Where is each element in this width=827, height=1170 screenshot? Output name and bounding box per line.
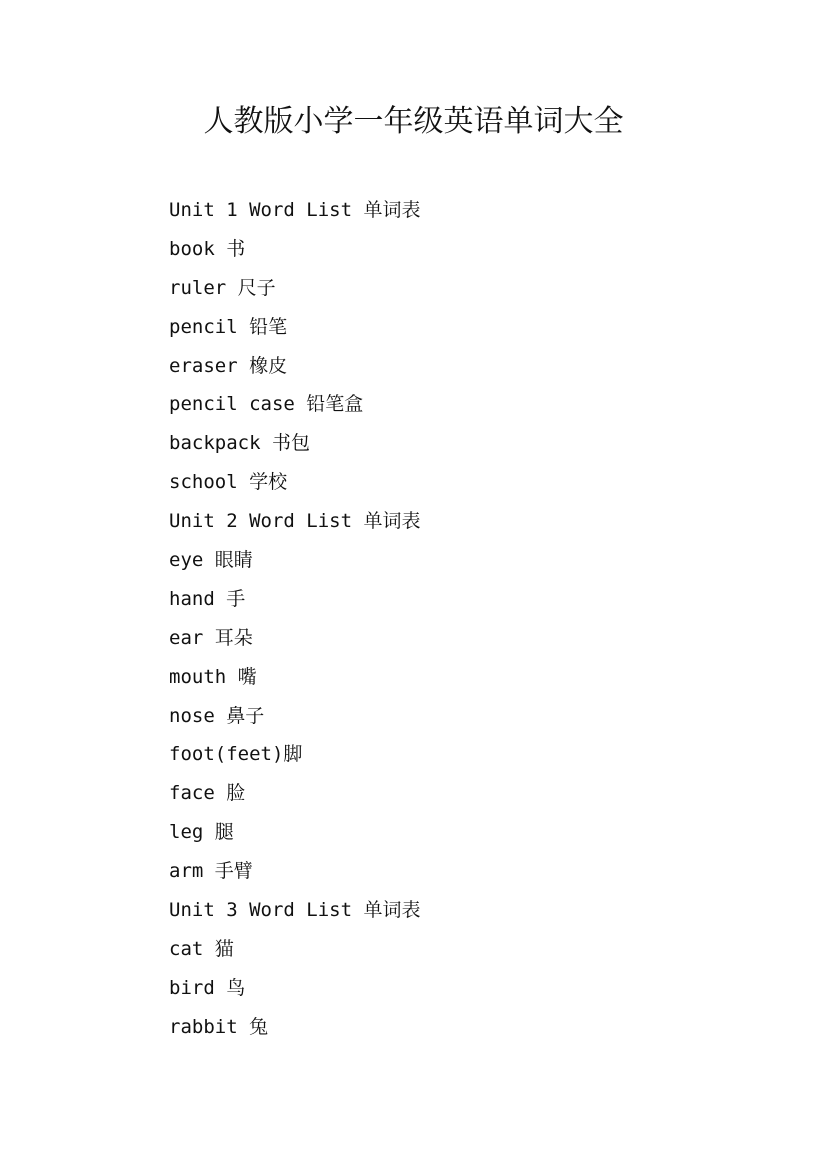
unit-heading: Unit 1 Word List 单词表 — [169, 199, 421, 221]
word-line: leg 腿 — [169, 821, 234, 844]
word-line: rabbit 兔 — [169, 1015, 269, 1038]
word-line: eye 眼睛 — [169, 549, 253, 572]
word-line: cat 猫 — [169, 937, 234, 960]
word-line: ear 耳朵 — [169, 626, 253, 649]
word-line: foot(feet)脚 — [169, 743, 303, 766]
unit-heading: Unit 3 Word List 单词表 — [169, 899, 421, 922]
word-line: book 书 — [169, 237, 246, 260]
word-line: school 学校 — [169, 471, 288, 494]
word-line: nose 鼻子 — [169, 704, 265, 727]
word-line: bird 鸟 — [169, 976, 246, 999]
word-line: hand 手 — [169, 587, 246, 610]
unit-heading: Unit 2 Word List 单词表 — [169, 510, 421, 533]
word-line: ruler 尺子 — [169, 276, 276, 299]
word-line: face 脸 — [169, 782, 246, 805]
word-line: pencil 铅笔 — [169, 315, 288, 338]
word-line: arm 手臂 — [169, 860, 253, 883]
page-title: 人教版小学一年级英语单词大全 — [203, 104, 624, 139]
word-line: pencil case 铅笔盒 — [169, 393, 364, 416]
word-list — [169, 191, 420, 1047]
word-line: mouth 嘴 — [169, 665, 257, 688]
word-line: eraser 橡皮 — [169, 354, 288, 377]
word-line: backpack 书包 — [169, 432, 310, 455]
